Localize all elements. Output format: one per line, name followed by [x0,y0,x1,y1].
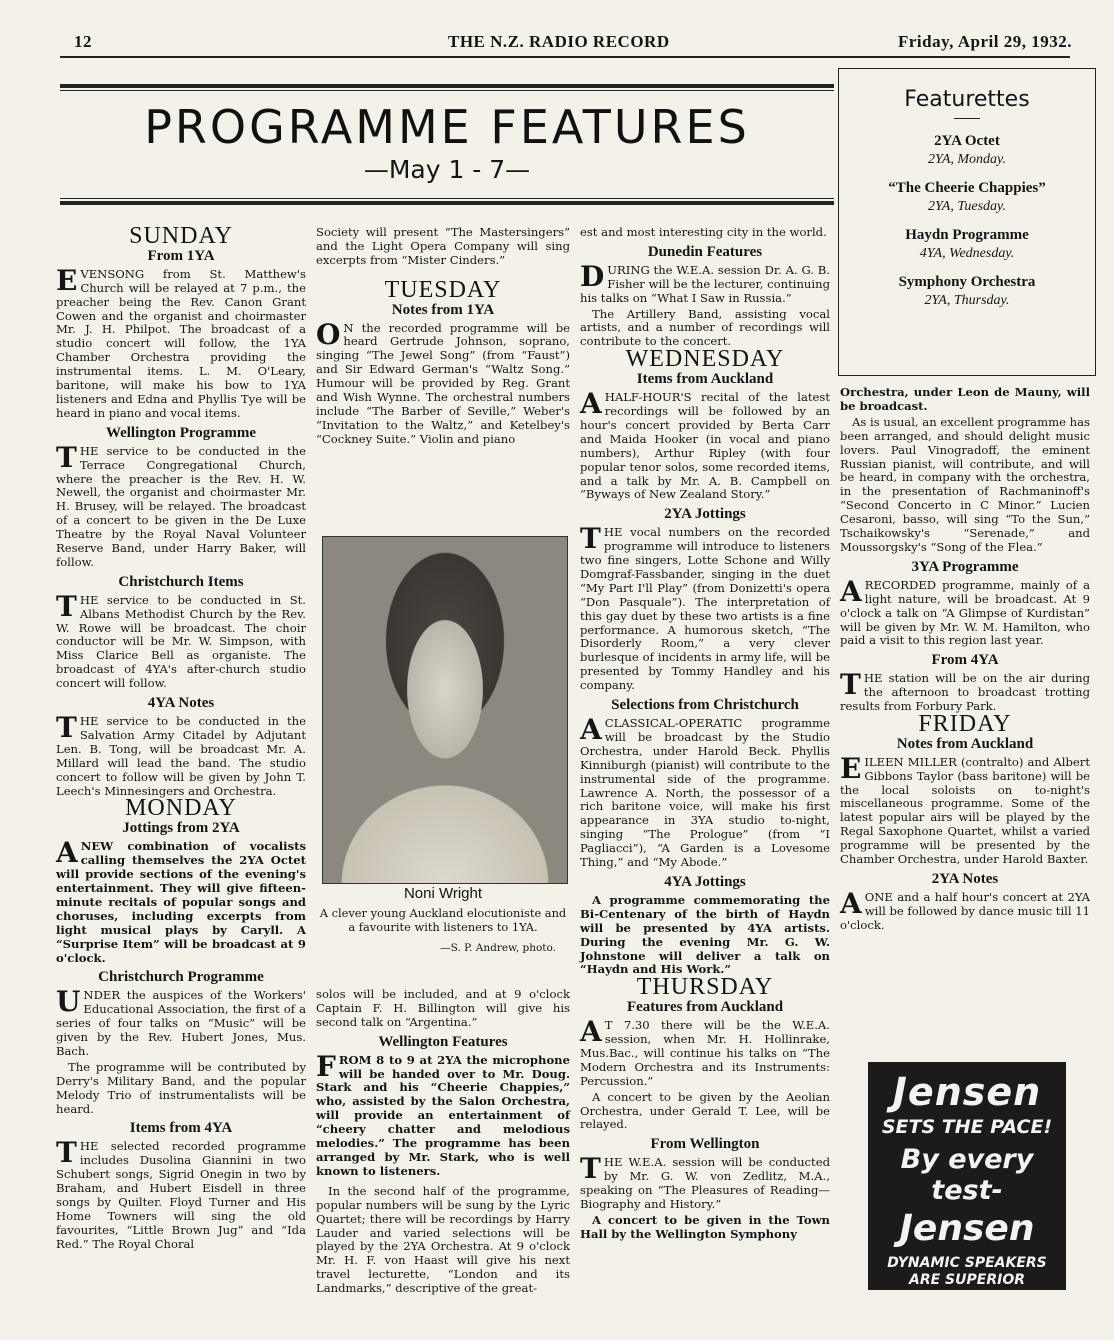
title-top-rule-thin [60,90,834,91]
section-heading: Notes from 1YA [391,301,495,318]
article-text: est and most interesting city in the world. [580,225,827,239]
article-text: AHALF-HOUR'S recital of the latest recordings will be followed by an hour's concert provided by Berta Carr and Maida Hooker (in vocal and piano numbers), Arthur Ripley (with four popular tenor solos, some recorded items, and a talk by Mr. A. B. Campbell on “Byways of New Zealand Story.” [580,387,830,502]
article-text: ANEW combination of vocalists calling themselves the 2YA Octet will provide sections of the evening's entertainment. They will give fifteen-minute recitals of popular songs and choruses, including excerpts from light musical plays by Caryll. A “Surprise Item” will be broadcast at 9 o'clock. [56,836,306,965]
article-text: ON the recorded programme will be heard Gertrude Johnson, soprano, singing “The Jewel Song” (from “Faust”) and Sir Edward German's “Waltz Song.” Humour will be provided by Reg. Grant and Wish Wynne. The orchestral numbers include “The Barber of Seville,” Weber's “Invitation to the Waltz,” and Ketelbey's “Cockney Suite.” Violin and piano [316,317,570,446]
section-heading: 2YA Jottings [664,506,746,523]
advert-claim: ARE SUPERIOR [909,1272,1025,1288]
column-3 [580,226,830,1244]
advert-product: DYNAMIC SPEAKERS [887,1255,1047,1271]
section-heading: From Wellington [650,1136,760,1153]
featurette-when: 2YA, Monday. [928,152,1006,167]
article-text: ARECORDED programme, mainly of a light nature, will be broadcast. At 9 o'clock a talk on “A Glimpse of Kurdistan” will be given by Mr. W. M. Hamilton, who paid a visit to this region last year. [840,574,1090,648]
article-text: The programme will be contributed by Derry's Military Band, and the popular Melody Trio of instrumentalists will be heard. [56,1059,306,1116]
day-heading-monday: MONDAY [125,795,237,822]
day-heading-sunday: SUNDAY [129,223,233,249]
page-number: 12 [74,32,92,51]
day-heading-tuesday: TUESDAY [384,276,502,303]
article-text: As is usual, an excellent programme has been arranged, and should delight music lovers. Paul Vinogradoff, the eminent Russian pianist, will contribute, and will be heard, in company with the orchestra, in the presentation of Rachmaninoff's “Second Concerto in C Minor.” Lucien Cesaroni, basso, will sing “To the Sun,” Tschaikowsky's “Serenade,” and Moussorgsky's “Song of the Flea.” [840,414,1090,554]
featurettes-title: Featurettes [904,87,1030,112]
section-heading: Selections from Christchurch [611,697,799,714]
section-heading: Jottings from 2YA [122,820,240,837]
title-bottom-rule-thin [60,198,834,199]
article-text: THE service to be conducted in the Terrace Congregational Church, where the preacher is the Rev. H. W. Newell, the organist and choirmaster Mr. H. Brusey, will be relayed. The broadcast of a concert to be given in the De Luxe Theatre by the Royal Naval Volunteer Reserve Band, under Harry Baker, will follow. [56,440,306,569]
masthead: THE N.Z. RADIO RECORD [448,32,670,51]
article-text: The Artillery Band, assisting vocal artists, and a number of recordings will contribute to the concert. [580,306,830,349]
featurette-name: Haydn Programme [905,227,1029,243]
featurette-name: 2YA Octet [934,133,1000,149]
section-heading: 2YA Notes [931,871,999,887]
article-text: A concert to be given by the Aeolian Orchestra, under Gerald T. Lee, will be relayed. [580,1089,830,1132]
featurette-when: 2YA, Tuesday. [928,199,1006,214]
featurette-when: 2YA, Thursday. [924,293,1010,308]
column-2-lower [316,988,570,1298]
section-heading: Wellington Programme [105,424,257,441]
column-2 [316,226,570,449]
section-heading: From 4YA [931,652,999,669]
section-heading: 3YA Programme [911,558,1019,575]
page-subtitle: —May 1 - 7— [363,155,531,184]
featurette-name: Symphony Orchestra [898,274,1036,290]
section-heading: From 1YA [147,247,215,264]
article-text: THE vocal numbers on the recorded programme will introduce to listeners two fine singers, Lotte Schone and Willy Domgraf-Fassbander, singing in the duet “My Part I'll Play” (from Donizetti's opera “Don Pasquale”). The interpretation of this gay duet by these two artists is a fine performance. A humorous sketch, “The Disorderly Room,” a very clever burlesque of incidents in army life, will be presented by Tommy Handley and his company. [580,522,830,693]
column-1 [56,223,306,1254]
article-text: Society will present “The Mastersingers” and the Light Opera Company will sing excerpts from “Mister Cinders.” [316,225,570,267]
title-bottom-rule [60,201,834,205]
article-text: Orchestra, under Leon de Mauny, will be broadcast. [840,385,1090,413]
featurette-when: 4YA, Wednesday. [919,246,1015,261]
issue-date: Friday, April 29, 1932. [898,32,1072,51]
advert-slogan: By every test- [900,1144,1034,1206]
section-heading: Features from Auckland [626,999,784,1016]
article-text: UNDER the auspices of the Workers' Educational Association, the first of a series of four talks on “Music” will be given by the Rev. Hubert Jones, Mus. Bach. [56,985,306,1058]
portrait-photo [322,536,568,884]
day-heading-thursday: THURSDAY [636,974,774,1001]
featurette-name: “The Cheerie Chappies” [888,180,1046,196]
section-heading: Notes from Auckland [896,735,1034,752]
title-top-rule [60,84,834,88]
section-heading: 4YA Notes [147,695,215,712]
article-text: THE service to be conducted in St. Albans Methodist Church by the Rev. W. Rowe will be broadcast. The choir conductor will be Mr. W. Simpson, with Miss Clarice Bell as organiste. The broadcast of 4YA's after-church studio concert will follow. [56,589,306,691]
article-text: DURING the W.E.A. session Dr. A. G. B. Fisher will be the lecturer, continuing his talks on “What I Saw in Russia.” [580,259,830,305]
article-text: ACLASSICAL-OPERATIC programme will be broadcast by the Studio Orchestra, under Harold Beck. Phyllis Kinniburgh (pianist) will contribute to the instrumental side of the programme. Lawrence A. North, the possessor of a rich baritone voice, will make his first appearance in 3YA studio to-night, singing “The Prologue” (from “I Pagliacci”), “A Garden is a Lovesome Thing,” and “My Abode.” [580,713,830,870]
article-text: THE W.E.A. session will be conducted by Mr. G. W. von Zedlitz, M.A., speaking on “The Pleasures of Reading—Biography and History.” [580,1152,830,1211]
section-heading: Christchurch Programme [98,969,264,986]
jensen-advert [868,1062,1066,1290]
article-text: AT 7.30 there will be the W.E.A. session, when Mr. H. Hollinrake, Mus.Bac., will continue his talks on “The Modern Orchestra and its Instruments: Percussion.” [580,1015,830,1088]
header-rule [60,56,1070,58]
section-heading: Dunedin Features [647,243,763,260]
day-heading-friday: FRIDAY [918,710,1012,737]
article-text: solos will be included, and at 9 o'clock Captain F. H. Billington will give his second talk on “Argentina.” [316,987,570,1029]
article-text: EILEEN MILLER (contralto) and Albert Gibbons Taylor (bass baritone) will be the local soloists on to-night's miscellaneous programme. Some of the latest popular airs will be played by the Regal Saxophone Quartet, whilst a varied programme will be presented by the Chamber Orchestra, under Harold Baxter. [840,751,1090,867]
photo-name: Noni Wright [403,885,483,902]
photo-credit: —S. P. Andrew, photo. [440,942,556,954]
advert-brand: Jensen [892,1070,1042,1114]
section-heading: Items from 4YA [129,1120,233,1137]
column-4 [840,386,1090,935]
photo-caption: A clever young Auckland elocutioniste and a favourite with listeners to 1YA. [319,906,567,934]
article-text: In the second half of the programme, popular numbers will be sung by the Lyric Quartet; there will be recordings by Harry Lauder and varied selections will be played by the 2YA Orchestra. At 9 o'clock Mr. H. F. von Haast will give his next travel lecturette, “London and its Landmarks,” descriptive of the great- [316,1183,570,1296]
article-text: A programme commemorating the Bi-Centenary of the birth of Haydn will be presented by 4YA artists. During the evening Mr. G. W. Johnstone will deliver a talk on “Haydn and His Work.” [580,892,830,977]
advert-tagline: SETS THE PACE! [881,1116,1053,1138]
article-text: FROM 8 to 9 at 2YA the microphone will be handed over to Mr. Doug. Stark and his “Cheerie Chappies,” who, assisted by the Salon Orchestra, will provide an entertainment of “cheery chatter and melodious melodies.” The programme has been arranged by Mr. Stark, who is well known to listeners. [316,1049,570,1178]
article-text: AONE and a half hour's concert at 2YA will be followed by dance music till 11 o'clock. [840,886,1091,932]
section-heading: Items from Auckland [636,371,774,388]
section-heading: Wellington Features [378,1033,508,1050]
section-heading: Christchurch Items [118,573,244,590]
article-text: EVENSONG from St. Matthew's Church will be relayed at 7 p.m., the preacher being the Rev. Canon Grant Cowen and the organist and choirmaster Mr. J. H. Philpot. The broadcast of a studio concert will follow, the 1YA Chamber Orchestra providing the instrumental items. L. M. O'Leary, baritone, will make his bow to 1YA listeners and Edna and Phyllis Tye will be heard in piano and vocal items. [56,263,306,420]
advert-brand: Jensen [899,1208,1035,1249]
page-title: PROGRAMME FEATURES [144,100,750,154]
article-text: THE station will be on the air during the afternoon to broadcast trotting results from Forbury Park. [840,668,1090,714]
section-heading: 4YA Jottings [664,873,746,890]
featurettes-box [838,68,1096,376]
article-text: THE service to be conducted in the Salvation Army Citadel by Adjutant Len. B. Tong, will be broadcast Mr. A. Millard will lead the band. The studio concert to follow will be given by John T. Leech's Minnesingers and Orchestra. [56,711,306,798]
article-text: THE selected recorded programme includes Dusolina Giannini in two Schubert songs, Sigrid Onegin in two by Braham, and Hubert Eisdell in three songs by Quilter. Floyd Turner and His Home Towners will sing the old favourites, “Little Brown Jug” and “Ida Red.” The Royal Choral [56,1136,306,1251]
featurettes-divider [954,118,980,119]
day-heading-wednesday: WEDNESDAY [625,346,785,373]
article-text: A concert to be given in the Town Hall by the Wellington Symphony [580,1212,830,1241]
